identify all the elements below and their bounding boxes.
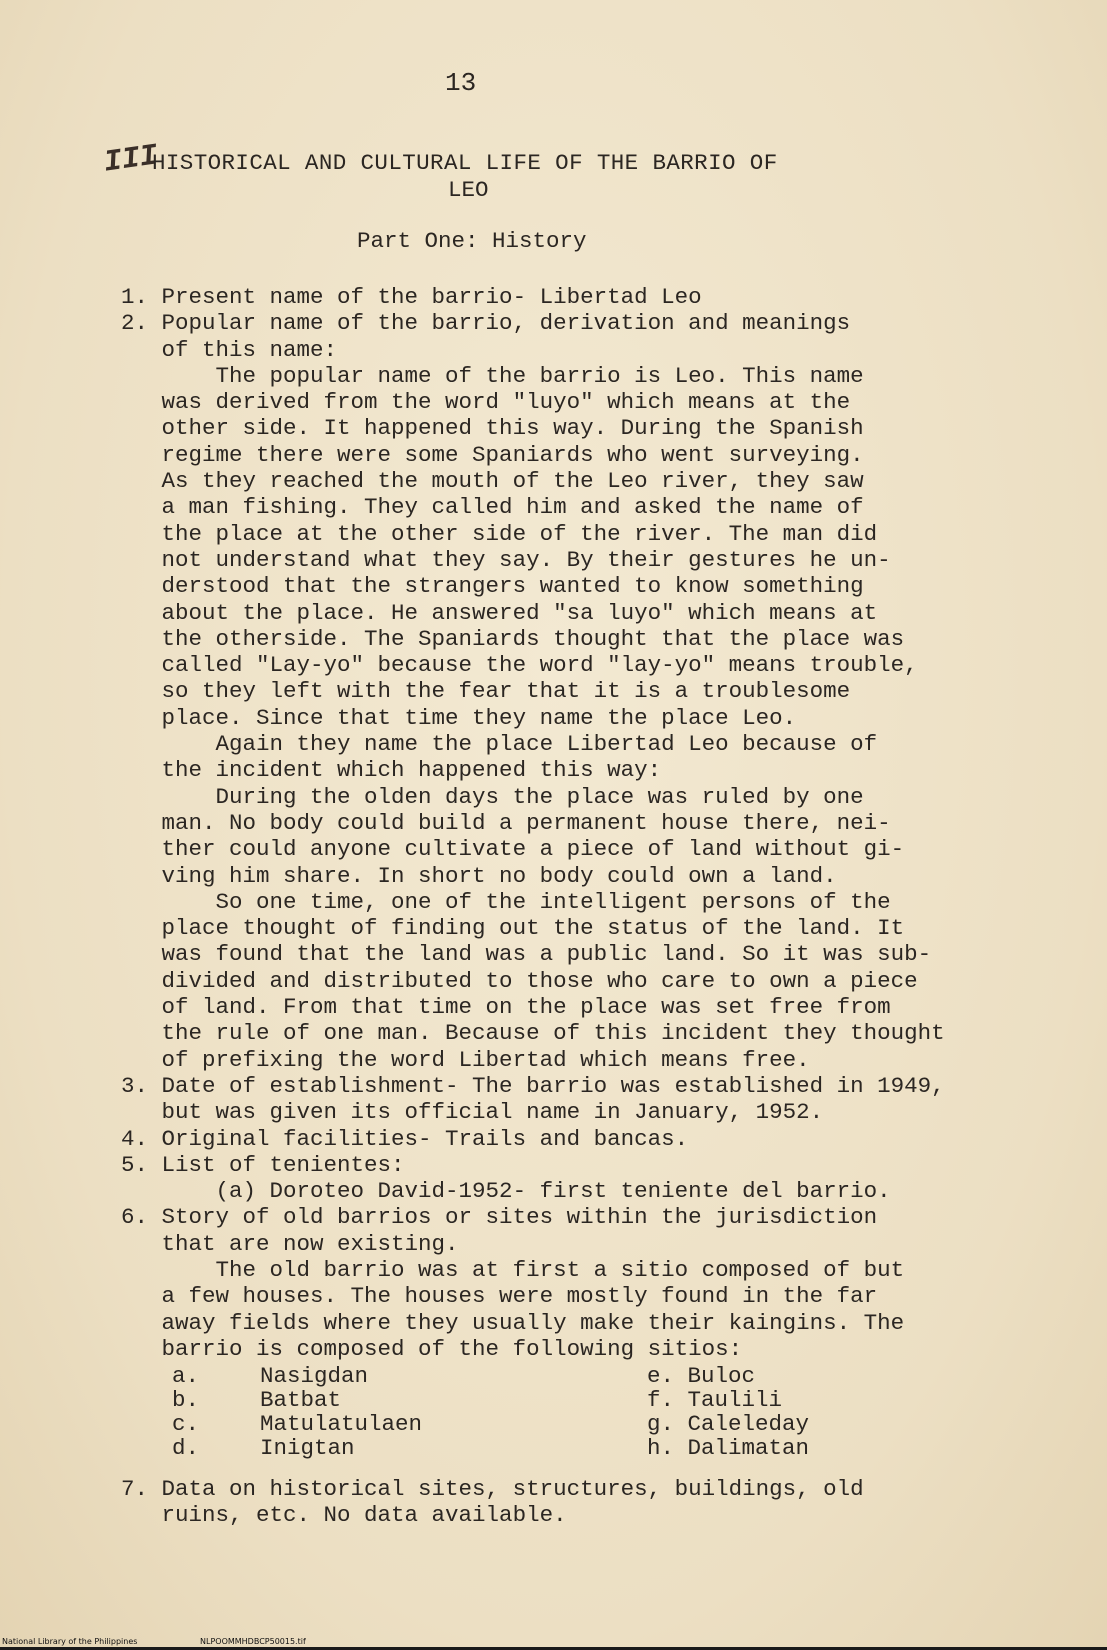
text-line: not understand what they say. By their gestures he un-	[121, 546, 891, 573]
text-line: As they reached the mouth of the Leo river, they saw	[121, 468, 864, 495]
part-heading: Part One: History	[357, 228, 587, 254]
text-line: During the olden days the place was ruled by one	[121, 783, 864, 810]
sitio-cell: f. Taulili	[647, 1387, 783, 1413]
footer-filename: NLPOOMMHDBCP50015.tif	[200, 1637, 306, 1646]
text-line: (a) Doroteo David-1952- first teniente del barrio.	[121, 1178, 891, 1205]
sitio-cell: Nasigdan	[260, 1363, 369, 1389]
text-line: of this name:	[121, 336, 338, 363]
text-line: barrio is composed of the following sitios:	[121, 1335, 743, 1362]
text-line: called "Lay-yo" because the word "lay-yo" means trouble,	[121, 652, 918, 679]
text-line: a few houses. The houses were mostly found in the far	[121, 1283, 878, 1310]
sitio-cell: Inigtan	[260, 1435, 355, 1461]
text-line: 2. Popular name of the barrio, derivation and meanings	[121, 310, 851, 337]
sitio-cell: e. Buloc	[647, 1363, 756, 1389]
text-line: 5. List of tenientes:	[121, 1151, 405, 1178]
text-line: The popular name of the barrio is Leo. This name	[121, 362, 864, 389]
text-line: of land. From that time on the place was set free from	[121, 994, 891, 1021]
text-line: about the place. He answered "sa luyo" which means at	[121, 599, 878, 626]
text-line: Again they name the place Libertad Leo because of	[121, 731, 878, 758]
text-line: was found that the land was a public land. So it was sub-	[121, 941, 932, 968]
text-line: ving him share. In short no body could own a land.	[121, 862, 837, 889]
text-line: was derived from the word "luyo" which means at the	[121, 389, 851, 416]
page-number: 13	[445, 68, 477, 98]
sitio-cell: Matulatulaen	[260, 1411, 423, 1437]
text-line: that are now existing.	[121, 1230, 459, 1257]
text-line: but was given its official name in January, 1952.	[121, 1099, 824, 1126]
text-line: so they left with the fear that it is a troublesome	[121, 678, 851, 705]
text-line: other side. It happened this way. During the Spanish	[121, 415, 864, 442]
text-line: the rule of one man. Because of this incident they thought	[121, 1020, 945, 1047]
text-line: the place at the other side of the river. The man did	[121, 520, 878, 547]
text-line: of prefixing the word Libertad which means free.	[121, 1046, 810, 1073]
text-line: ther could anyone cultivate a piece of land without gi-	[121, 836, 905, 863]
sitio-cell: g. Caleleday	[647, 1411, 810, 1437]
text-line: a man fishing. They called him and asked the name of	[121, 494, 864, 521]
text-line: 4. Original facilities- Trails and bancas.	[121, 1125, 689, 1152]
text-line: 6. Story of old barrios or sites within the jurisdiction	[121, 1204, 878, 1231]
text-line: ruins, etc. No data available.	[121, 1502, 567, 1529]
sitio-cell: b.	[172, 1387, 200, 1413]
text-line: the incident which happened this way:	[121, 757, 662, 784]
text-line: away fields where they usually make their kaingins. The	[121, 1309, 905, 1336]
sitio-cell: Batbat	[260, 1387, 342, 1413]
text-line: So one time, one of the intelligent persons of the	[121, 888, 891, 915]
text-line: divided and distributed to those who care to own a piece	[121, 967, 918, 994]
body-text	[121, 284, 1081, 1362]
text-line: The old barrio was at first a sitio composed of but	[121, 1256, 905, 1283]
text-line: 7. Data on historical sites, structures, buildings, old	[121, 1476, 864, 1502]
sitio-cell: a.	[172, 1363, 200, 1389]
title-line-2: LEO	[448, 177, 489, 203]
text-line: the otherside. The Spaniards thought that the place was	[121, 625, 905, 652]
footer-library: National Library of the Philippines	[2, 1637, 138, 1646]
text-line: 1. Present name of the barrio- Libertad Leo	[121, 284, 702, 310]
text-line: man. No body could build a permanent house there, nei-	[121, 809, 891, 836]
text-line: place thought of finding out the status of the land. It	[121, 915, 905, 942]
section-mark: III	[101, 139, 161, 181]
sitio-cell: c.	[172, 1411, 200, 1437]
text-line: 3. Date of establishment- The barrio was established in 1949,	[121, 1072, 945, 1099]
sitios-table	[172, 1364, 947, 1460]
text-line: derstood that the strangers wanted to know something	[121, 573, 864, 600]
sitio-cell: h. Dalimatan	[647, 1435, 810, 1461]
text-line: regime there were some Spaniards who went surveying.	[121, 441, 864, 468]
closing-item	[121, 1476, 864, 1529]
title-line-1: HISTORICAL AND CULTURAL LIFE OF THE BARRIO OF	[152, 150, 778, 176]
text-line: place. Since that time they name the place Leo.	[121, 704, 797, 731]
sitio-cell: d.	[172, 1435, 200, 1461]
